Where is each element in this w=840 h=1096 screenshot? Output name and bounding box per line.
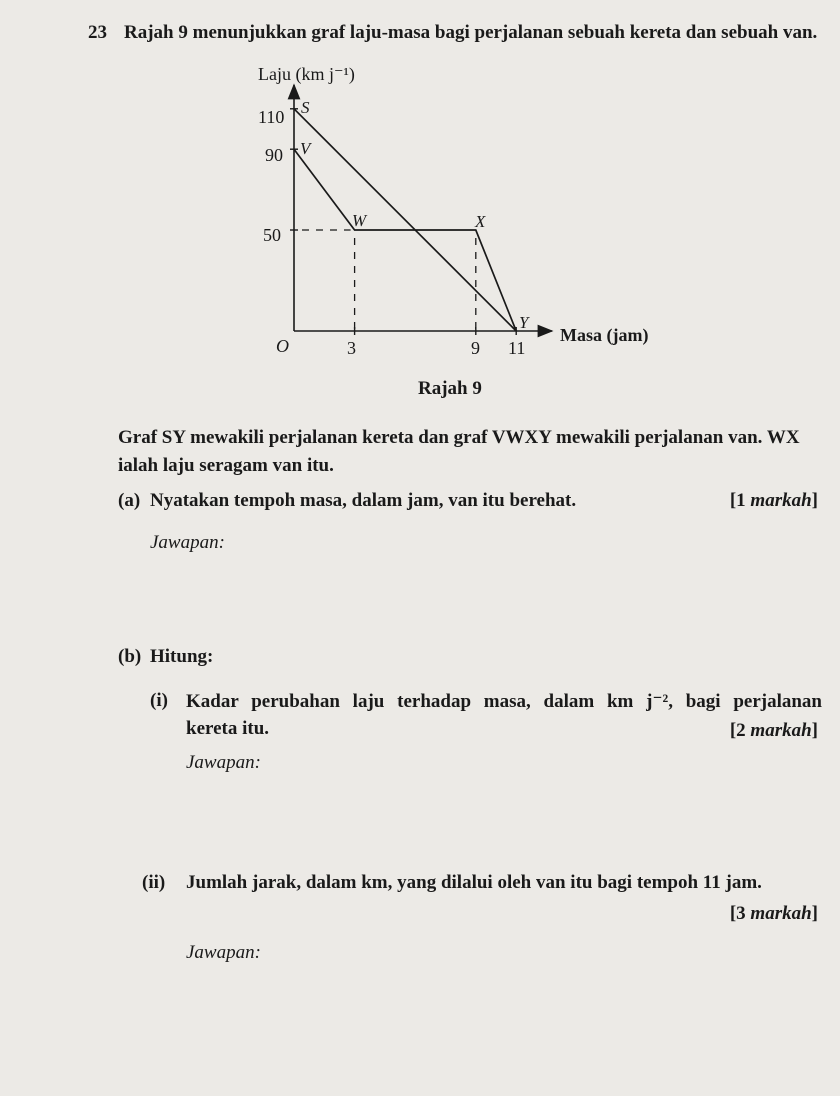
graph-dashed-guides	[302, 230, 476, 331]
part-b-label: (b)	[118, 646, 142, 667]
part-b-ii-label: (ii)	[142, 872, 166, 893]
part-b-text: Hitung:	[150, 646, 214, 667]
figure-caption: Rajah 9	[418, 378, 482, 399]
part-b-ii-text: Jumlah jarak, dalam km, yang dilalui oleh van itu bagi tempoh 11 jam.	[186, 872, 762, 893]
graph-line-vwxy	[294, 149, 516, 331]
part-b-ii-marks: [3 markah]	[729, 903, 818, 924]
part-a-answer-label: Jawapan:	[150, 532, 225, 553]
x-tick-label-9: 9	[471, 338, 480, 358]
point-label-s: S	[301, 98, 310, 117]
part-b-i-text-line1: Kadar perubahan laju terhadap masa, dalam km j⁻², bagi perjalanan	[186, 691, 822, 712]
part-b-i-answer-label: Jawapan:	[186, 752, 261, 773]
y-tick-label-110: 110	[258, 107, 285, 127]
point-label-x: X	[475, 212, 486, 231]
question-number: 23	[88, 22, 107, 43]
part-b-i-marks: [2 markah]	[729, 720, 818, 741]
point-label-y: Y	[519, 313, 529, 332]
y-tick-label-90: 90	[265, 145, 283, 165]
speed-time-graph	[0, 0, 840, 400]
x-axis-label: Masa (jam)	[560, 325, 649, 345]
graph-axes	[294, 85, 552, 331]
part-b-i-text-line2: kereta itu.	[186, 718, 270, 739]
x-tick-label-11: 11	[508, 338, 526, 358]
x-tick-label-3: 3	[347, 338, 356, 358]
part-a-marks: [1 markah]	[729, 490, 818, 511]
point-label-w: W	[352, 211, 367, 230]
part-b-i-label: (i)	[150, 690, 168, 711]
part-a-label: (a)	[118, 490, 141, 511]
y-tick-label-50: 50	[263, 225, 281, 245]
part-b-ii-answer-label: Jawapan:	[186, 942, 261, 963]
question-stem: Rajah 9 menunjukkan graf laju-masa bagi perjalanan sebuah kereta dan sebuah van.	[124, 22, 818, 43]
part-a-text: Nyatakan tempoh masa, dalam jam, van itu berehat.	[150, 490, 577, 511]
origin-label: O	[276, 336, 289, 356]
point-label-v: V	[300, 139, 311, 158]
question-paragraph: Graf SY mewakili perjalanan kereta dan graf VWXY mewakili perjalanan van. WX ialah laju seragam van itu.	[118, 427, 800, 476]
y-axis-label: Laju (km j⁻¹)	[258, 64, 355, 84]
graph-labels	[258, 64, 648, 358]
